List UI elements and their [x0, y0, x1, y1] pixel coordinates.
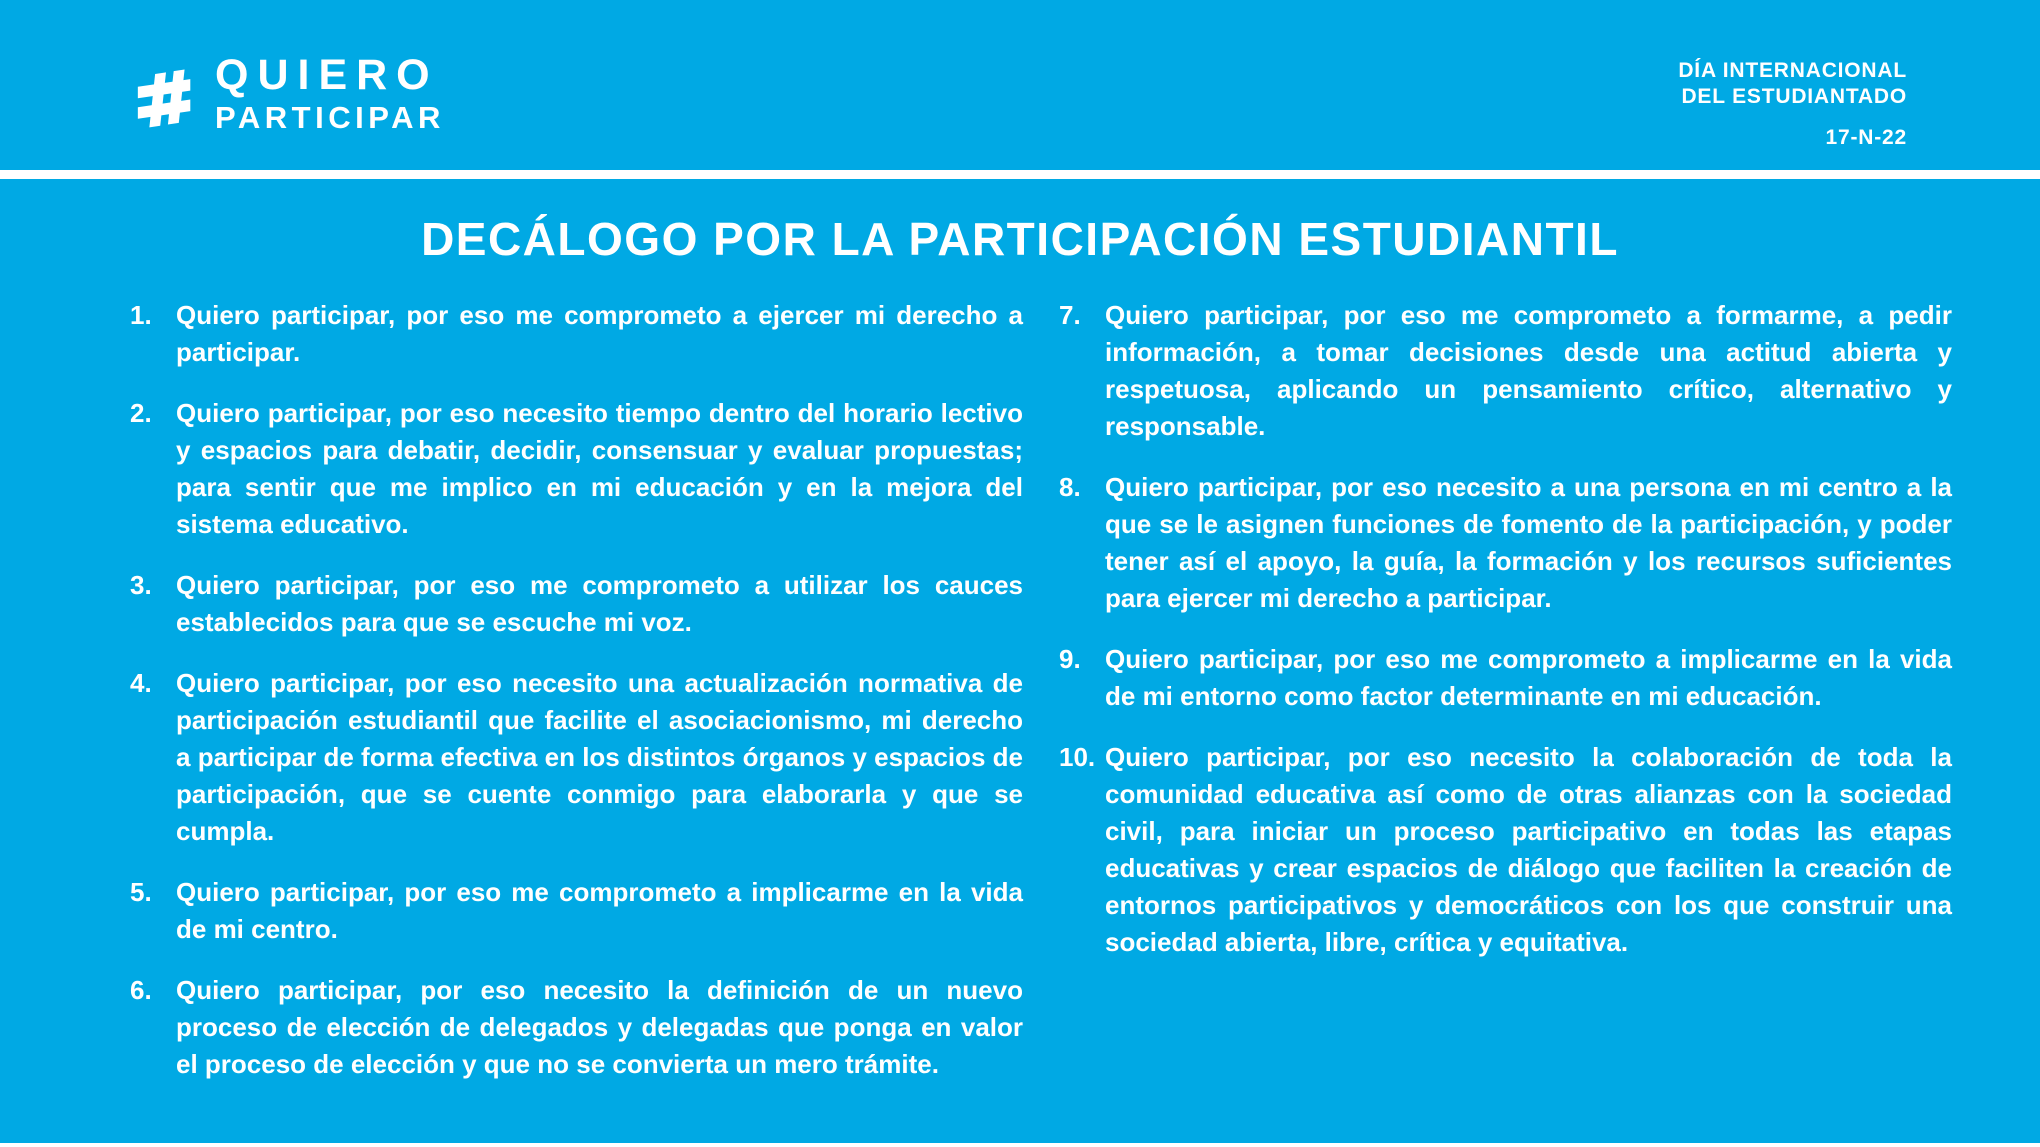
decalogo-list [130, 297, 1952, 1107]
item-number: 10. [1059, 742, 1096, 772]
list-item [1059, 469, 1952, 617]
item-text: Quiero participar, por eso necesito la definición de un nuevo proceso de elección de delegados y delegadas que ponga en valor el proceso de elección y que no se convierta un mero trámite. [176, 975, 1023, 1079]
decalogo-column-left [130, 297, 1023, 1107]
item-number: 8. [1059, 472, 1081, 502]
item-number: 7. [1059, 300, 1081, 330]
item-text: Quiero participar, por eso me comprometo a ejercer mi derecho a participar. [176, 300, 1023, 367]
list-item [1059, 641, 1952, 715]
list-item [130, 665, 1023, 850]
item-number: 3. [130, 570, 152, 600]
item-text: Quiero participar, por eso necesito una actualización normativa de participación estudiantil que facilite el asociacionismo, mi derecho a participar de forma efectiva en los distintos órganos y espacios de participación, que se cuente conmigo para elaborarla y que se cumpla. [176, 668, 1023, 846]
decalogo-column-right [1059, 297, 1952, 1107]
page-title: DECÁLOGO POR LA PARTICIPACIÓN ESTUDIANTIL [421, 213, 1619, 265]
list-item [130, 567, 1023, 641]
item-text: Quiero participar, por eso me comprometo a implicarme en la vida de mi entorno como factor determinante en mi educación. [1105, 644, 1952, 711]
event-info [1678, 58, 1907, 151]
item-text: Quiero participar, por eso necesito tiempo dentro del horario lectivo y espacios para debatir, decidir, consensuar y evaluar propuestas; para sentir que me implico en mi educación y en la mejora del sistema educativo. [176, 398, 1023, 539]
item-text: Quiero participar, por eso necesito a una persona en mi centro a la que se le asignen funciones de fomento de la participación, y poder tener así el apoyo, la guía, la formación y los recursos suficientes para ejercer mi derecho a participar. [1105, 472, 1952, 613]
list-item [1059, 739, 1952, 961]
bottom-edge-strip [0, 1143, 2040, 1147]
list-item [130, 395, 1023, 543]
logo [134, 52, 445, 140]
event-date: 17-N-22 [1825, 126, 1907, 149]
item-text: Quiero participar, por eso me comprometo a formarme, a pedir información, a tomar decisiones desde una actitud abierta y respetuosa, aplicando un pensamiento crítico, alternativo y responsable. [1105, 300, 1952, 441]
item-text: Quiero participar, por eso me comprometo a utilizar los cauces establecidos para que se escuche mi voz. [176, 570, 1023, 637]
item-number: 1. [130, 300, 152, 330]
item-number: 9. [1059, 644, 1081, 674]
item-number: 6. [130, 975, 152, 1005]
item-number: 5. [130, 877, 152, 907]
logo-text [215, 52, 445, 138]
item-text: Quiero participar, por eso necesito la colaboración de toda la comunidad educativa así como de otras alianzas con la sociedad civil, para iniciar un proceso participativo en todas las etapas educativas y crear espacios de diálogo que faciliten la creación de entornos participativos y democráticos con los que construir una sociedad abierta, libre, crítica y equitativa. [1105, 742, 1952, 957]
event-name-line2: DEL ESTUDIANTADO [1681, 85, 1907, 108]
list-item [130, 972, 1023, 1083]
list-item [130, 874, 1023, 948]
header-divider [0, 170, 2040, 179]
list-item [1059, 297, 1952, 445]
item-text: Quiero participar, por eso me comprometo a implicarme en la vida de mi centro. [176, 877, 1023, 944]
item-number: 4. [130, 668, 152, 698]
logo-word-participar: PARTICIPAR [215, 100, 445, 135]
item-number: 2. [130, 398, 152, 428]
hashtag-icon [134, 54, 198, 140]
list-item [130, 297, 1023, 371]
logo-word-quiero: QUIERO [215, 51, 439, 99]
event-name-line1: DÍA INTERNACIONAL [1678, 59, 1907, 82]
